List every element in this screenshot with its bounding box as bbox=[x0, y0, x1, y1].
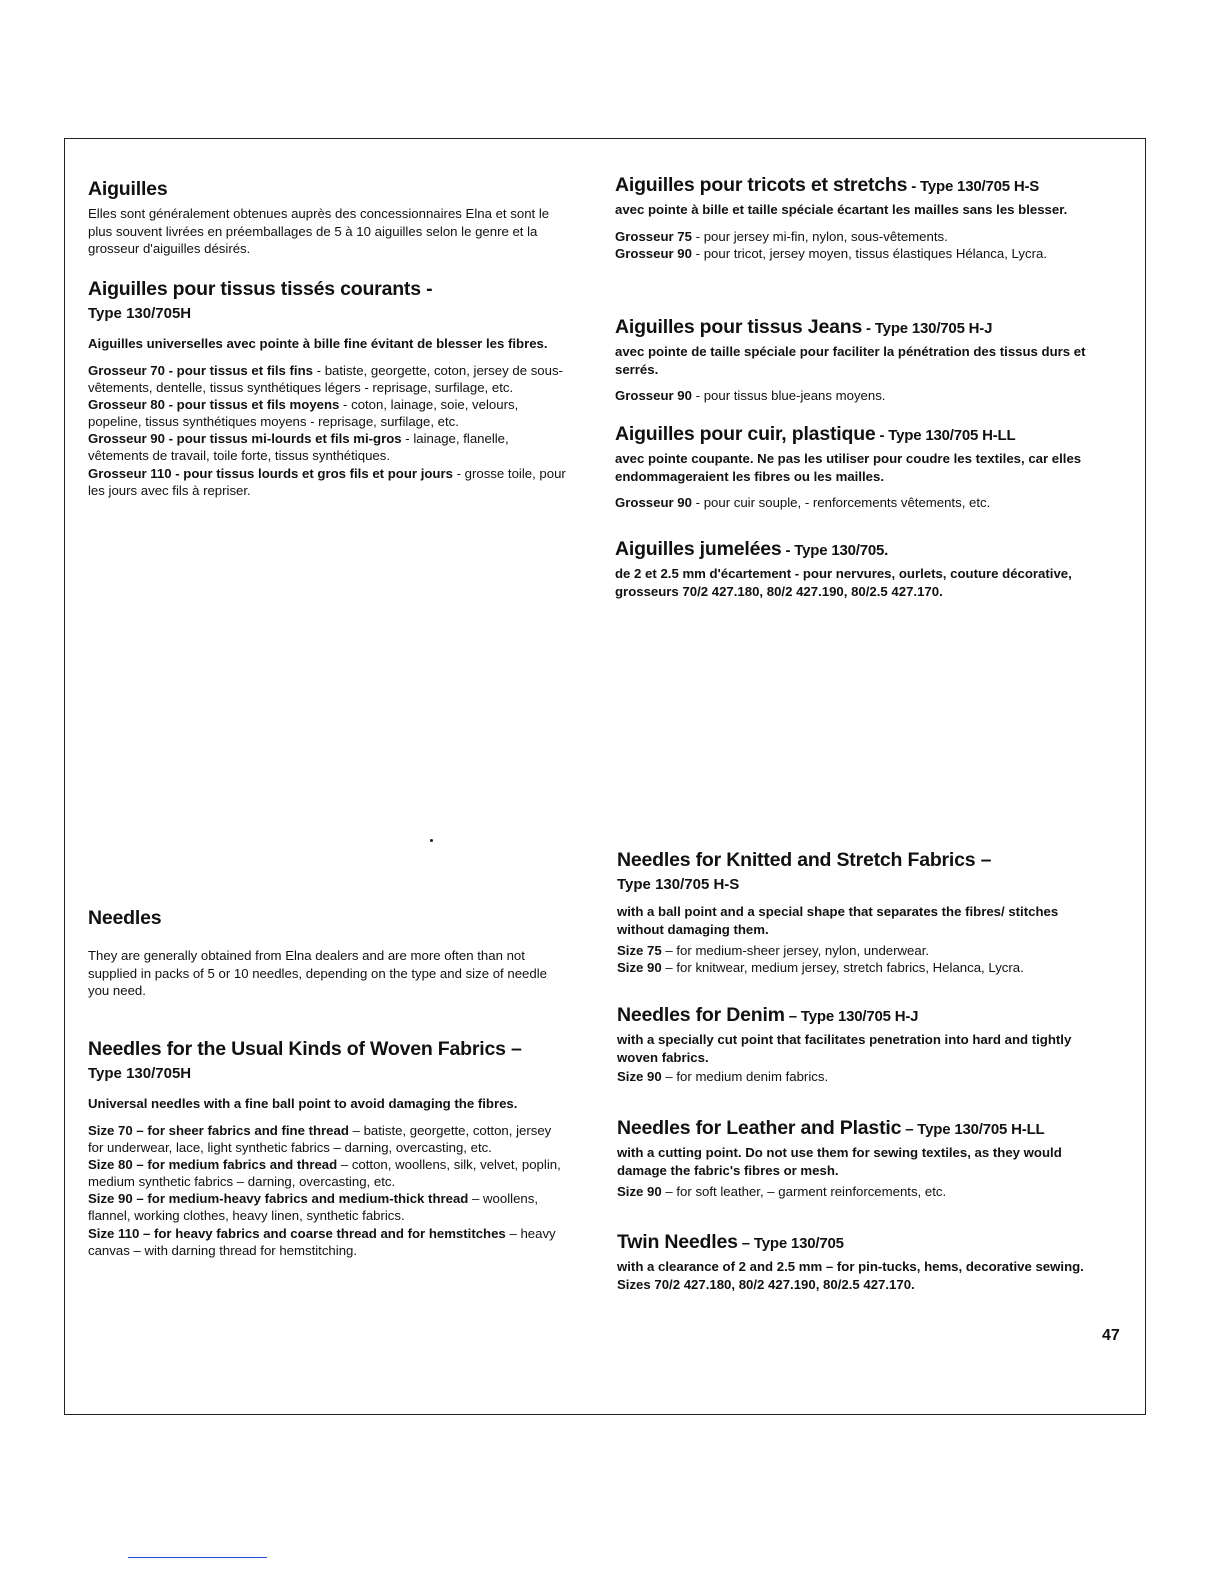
section-type: Type 130/705H bbox=[88, 1065, 192, 1083]
section-title: Needles for Knitted and Stretch Fabrics – bbox=[617, 849, 992, 871]
en-leather-section bbox=[617, 1117, 1102, 1200]
section-lead: avec pointe coupante. Ne pas les utiliser pour coudre les textiles, car elles endommageraient les fibres ou les mailles. bbox=[615, 451, 1082, 484]
size-item: Size 75 – for medium-sheer jersey, nylon, underwear. bbox=[617, 942, 930, 958]
size-item: Grosseur 110 - pour tissus lourds et gros fils et pour jours - grosse toile, pour les jours avec fils à repriser. bbox=[88, 465, 566, 498]
section-title: Needles for the Usual Kinds of Woven Fabrics – bbox=[88, 1038, 522, 1060]
fr-cuir-section bbox=[615, 423, 1100, 511]
section-lead: with a clearance of 2 and 2.5 mm – for pin-tucks, hems, decorative sewing. Sizes 70/2 427.180, 80/2 427.190, 80/2.5 427.170. bbox=[617, 1259, 1084, 1292]
size-item: Size 90 – for medium denim fabrics. bbox=[617, 1068, 829, 1084]
section-title: Needles bbox=[88, 907, 162, 929]
en-needles-section bbox=[88, 907, 568, 999]
size-item: Size 90 – for soft leather, – garment reinforcements, etc. bbox=[617, 1183, 947, 1199]
section-text: Elles sont généralement obtenues auprès des concessionnaires Elna et sont le plus souvent livrées en préemballages de 5 à 10 aiguilles selon le genre et la grosseur d'aiguilles désirés. bbox=[88, 206, 550, 256]
section-title: Aiguilles bbox=[88, 178, 168, 200]
en-twin-section bbox=[617, 1231, 1102, 1302]
size-item: Size 90 – for medium-heavy fabrics and medium-thick thread – woollens, flannel, working clothes, heavy linen, synthetic fabrics. bbox=[88, 1191, 538, 1224]
en-denim-section bbox=[617, 1004, 1102, 1085]
fr-aiguilles-section bbox=[88, 178, 568, 257]
section-text: They are generally obtained from Elna dealers and are more often than not supplied in packs of 5 or 10 needles, depending on the type and size of needle you need. bbox=[88, 948, 547, 998]
page-number: 47 bbox=[1102, 1327, 1120, 1344]
section-lead: de 2 et 2.5 mm d'écartement - pour nervures, ourlets, couture décorative, grosseurs 70/2 427.180, 80/2 427.190, 80/2.5 427.170. bbox=[615, 566, 1072, 599]
section-lead: Aiguilles universelles avec pointe à bille fine évitant de blesser les fibres. bbox=[88, 336, 548, 352]
section-type: Type 130/705 H-S bbox=[617, 876, 740, 894]
section-lead: avec pointe à bille et taille spéciale écartant les mailles sans les blesser. bbox=[615, 202, 1068, 218]
fr-jumelees-section bbox=[615, 538, 1100, 609]
size-item: Grosseur 90 - pour cuir souple, - renforcements vêtements, etc. bbox=[615, 494, 991, 510]
fr-tricots-section bbox=[615, 174, 1100, 262]
en-knitted-section bbox=[617, 849, 1102, 976]
size-item: Size 90 – for knitwear, medium jersey, stretch fabrics, Helanca, Lycra. bbox=[617, 959, 1024, 975]
size-item: Grosseur 90 - pour tricot, jersey moyen, tissus élastiques Hélanca, Lycra. bbox=[615, 245, 1047, 261]
section-lead: with a cutting point. Do not use them for sewing textiles, as they would damage the fabric's fibres or mesh. bbox=[617, 1145, 1062, 1178]
section-title: Aiguilles pour tissus tissés courants - bbox=[88, 278, 433, 300]
section-lead: with a ball point and a special shape that separates the fibres/ stitches without damaging them. bbox=[617, 904, 1059, 937]
section-lead: Universal needles with a fine ball point to avoid damaging the fibres. bbox=[88, 1096, 518, 1112]
section-title: Aiguilles pour tricots et stretchs - Type 130/705 H-S bbox=[615, 174, 1040, 196]
size-item: Grosseur 80 - pour tissus et fils moyens - coton, lainage, soie, velours, popeline, tissus synthétiques moyens - reprisage, surfilage, etc. bbox=[88, 396, 519, 430]
size-item: Grosseur 90 - pour tissus mi-lourds et fils mi-gros - lainage, flanelle, vêtements de travail, toile forte, tissus synthétiques. bbox=[88, 431, 509, 464]
size-item: Size 80 – for medium fabrics and thread – cotton, woollens, silk, velvet, poplin, medium synthetic fabrics – darning, overcasting, etc. bbox=[88, 1156, 561, 1190]
size-item: Size 70 – for sheer fabrics and fine thread – batiste, georgette, cotton, jersey for underwear, lace, light synthetic fabrics – darning, overcasting, etc. bbox=[88, 1122, 552, 1155]
size-item: Size 110 – for heavy fabrics and coarse thread and for hemstitches – heavy canvas – with darning thread for hemstitching. bbox=[88, 1225, 556, 1258]
section-lead: with a specially cut point that facilitates penetration into hard and tightly woven fabrics. bbox=[617, 1032, 1072, 1065]
size-item: Grosseur 90 - pour tissus blue-jeans moyens. bbox=[615, 387, 886, 403]
section-title: Aiguilles pour tissus Jeans - Type 130/705 H-J bbox=[615, 316, 993, 338]
size-item: Grosseur 70 - pour tissus et fils fins - batiste, georgette, coton, jersey de sous-vêtements, dentelle, tissus synthétiques légers - reprisage, surfilage, etc. bbox=[88, 362, 563, 395]
fr-jeans-section bbox=[615, 316, 1100, 404]
section-title: Twin Needles – Type 130/705 bbox=[617, 1231, 844, 1253]
footer-rule bbox=[128, 1557, 267, 1558]
fr-tisses-section bbox=[88, 278, 568, 499]
size-item: Grosseur 75 - pour jersey mi-fin, nylon, sous-vêtements. bbox=[615, 228, 948, 244]
print-speck bbox=[430, 839, 433, 842]
section-title: Needles for Denim – Type 130/705 H-J bbox=[617, 1004, 919, 1026]
section-title: Aiguilles pour cuir, plastique - Type 130/705 H-LL bbox=[615, 423, 1016, 445]
section-title: Needles for Leather and Plastic – Type 130/705 H-LL bbox=[617, 1117, 1045, 1139]
section-lead: avec pointe de taille spéciale pour faciliter la pénétration des tissus durs et serrés. bbox=[615, 344, 1086, 377]
en-woven-section bbox=[88, 1038, 568, 1259]
section-title: Aiguilles jumelées - Type 130/705. bbox=[615, 538, 889, 560]
section-type: Type 130/705H bbox=[88, 305, 192, 323]
